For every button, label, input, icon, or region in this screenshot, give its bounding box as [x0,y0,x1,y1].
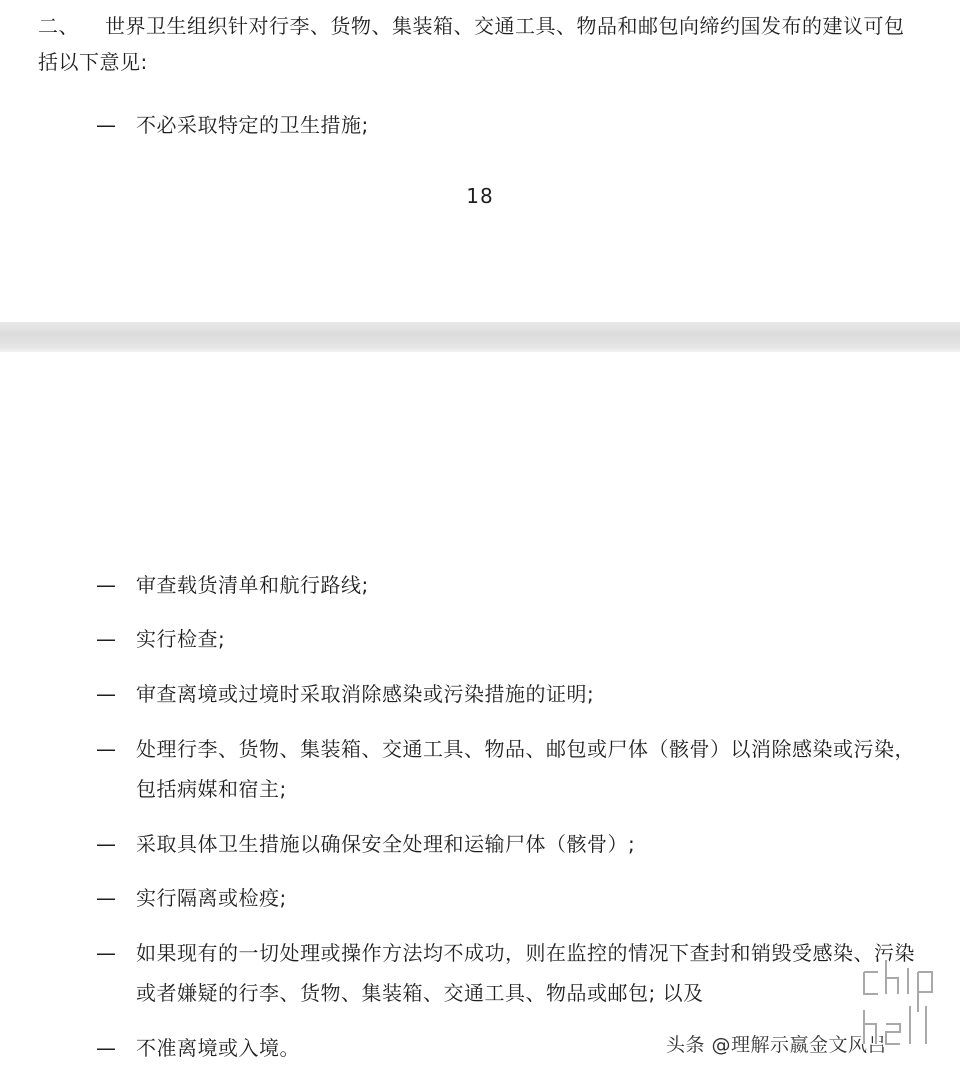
source-watermark: 头条 @理解示嬴金文风吕 [666,1034,888,1056]
list-dash: — [96,737,117,761]
list-dash: — [96,682,117,706]
list-item-text: 采取具体卫生措施以确保安全处理和运输尸体（骸骨）; [136,832,636,856]
list-dash: — [96,1036,117,1060]
list-item [96,565,926,605]
list-dash: — [96,832,117,856]
list-item [96,824,926,864]
list-item-text: 审查载货清单和航行路线; [136,573,369,597]
list-dash: — [96,573,117,597]
list-item [96,933,926,1013]
page-number: 18 [466,184,494,208]
chiphell-logo-icon [856,950,948,1050]
list-item-text: 不必采取特定的卫生措施; [136,113,369,137]
heading-number: 二、 [38,14,79,38]
list-item-text: 如果现有的一切处理或操作方法均不成功，则在监控的情况下查封和销毁受感染、污染或者嫌疑的行李、货物、集装箱、交通工具、物品或邮包; 以及 [136,941,915,1005]
list-dash: — [96,941,117,965]
list-item [96,674,926,714]
list-item-text: 审查离境或过境时采取消除感染或污染措施的证明; [136,682,595,706]
list-item-text: 实行检查; [136,627,226,651]
list-item [96,878,926,918]
list-item [96,105,926,145]
document-page-top [0,0,960,322]
list-item-text: 处理行李、货物、集装箱、交通工具、物品、邮包或尸体（骸骨）以消除感染或污染，包括病媒和宿主; [136,737,915,801]
list-dash: — [96,886,117,910]
list-dash: — [96,113,117,137]
list-item-text: 实行隔离或检疫; [136,886,287,910]
section-heading [38,8,918,80]
list-item-text: 不准离境或入境。 [136,1036,300,1060]
list-dash: — [96,627,117,651]
page-separator [0,322,960,352]
heading-text: 世界卫生组织针对行李、货物、集装箱、交通工具、物品和邮包向缔约国发布的建议可包括以下意见: [38,14,905,74]
list-item [96,619,926,659]
list-item [96,729,926,809]
